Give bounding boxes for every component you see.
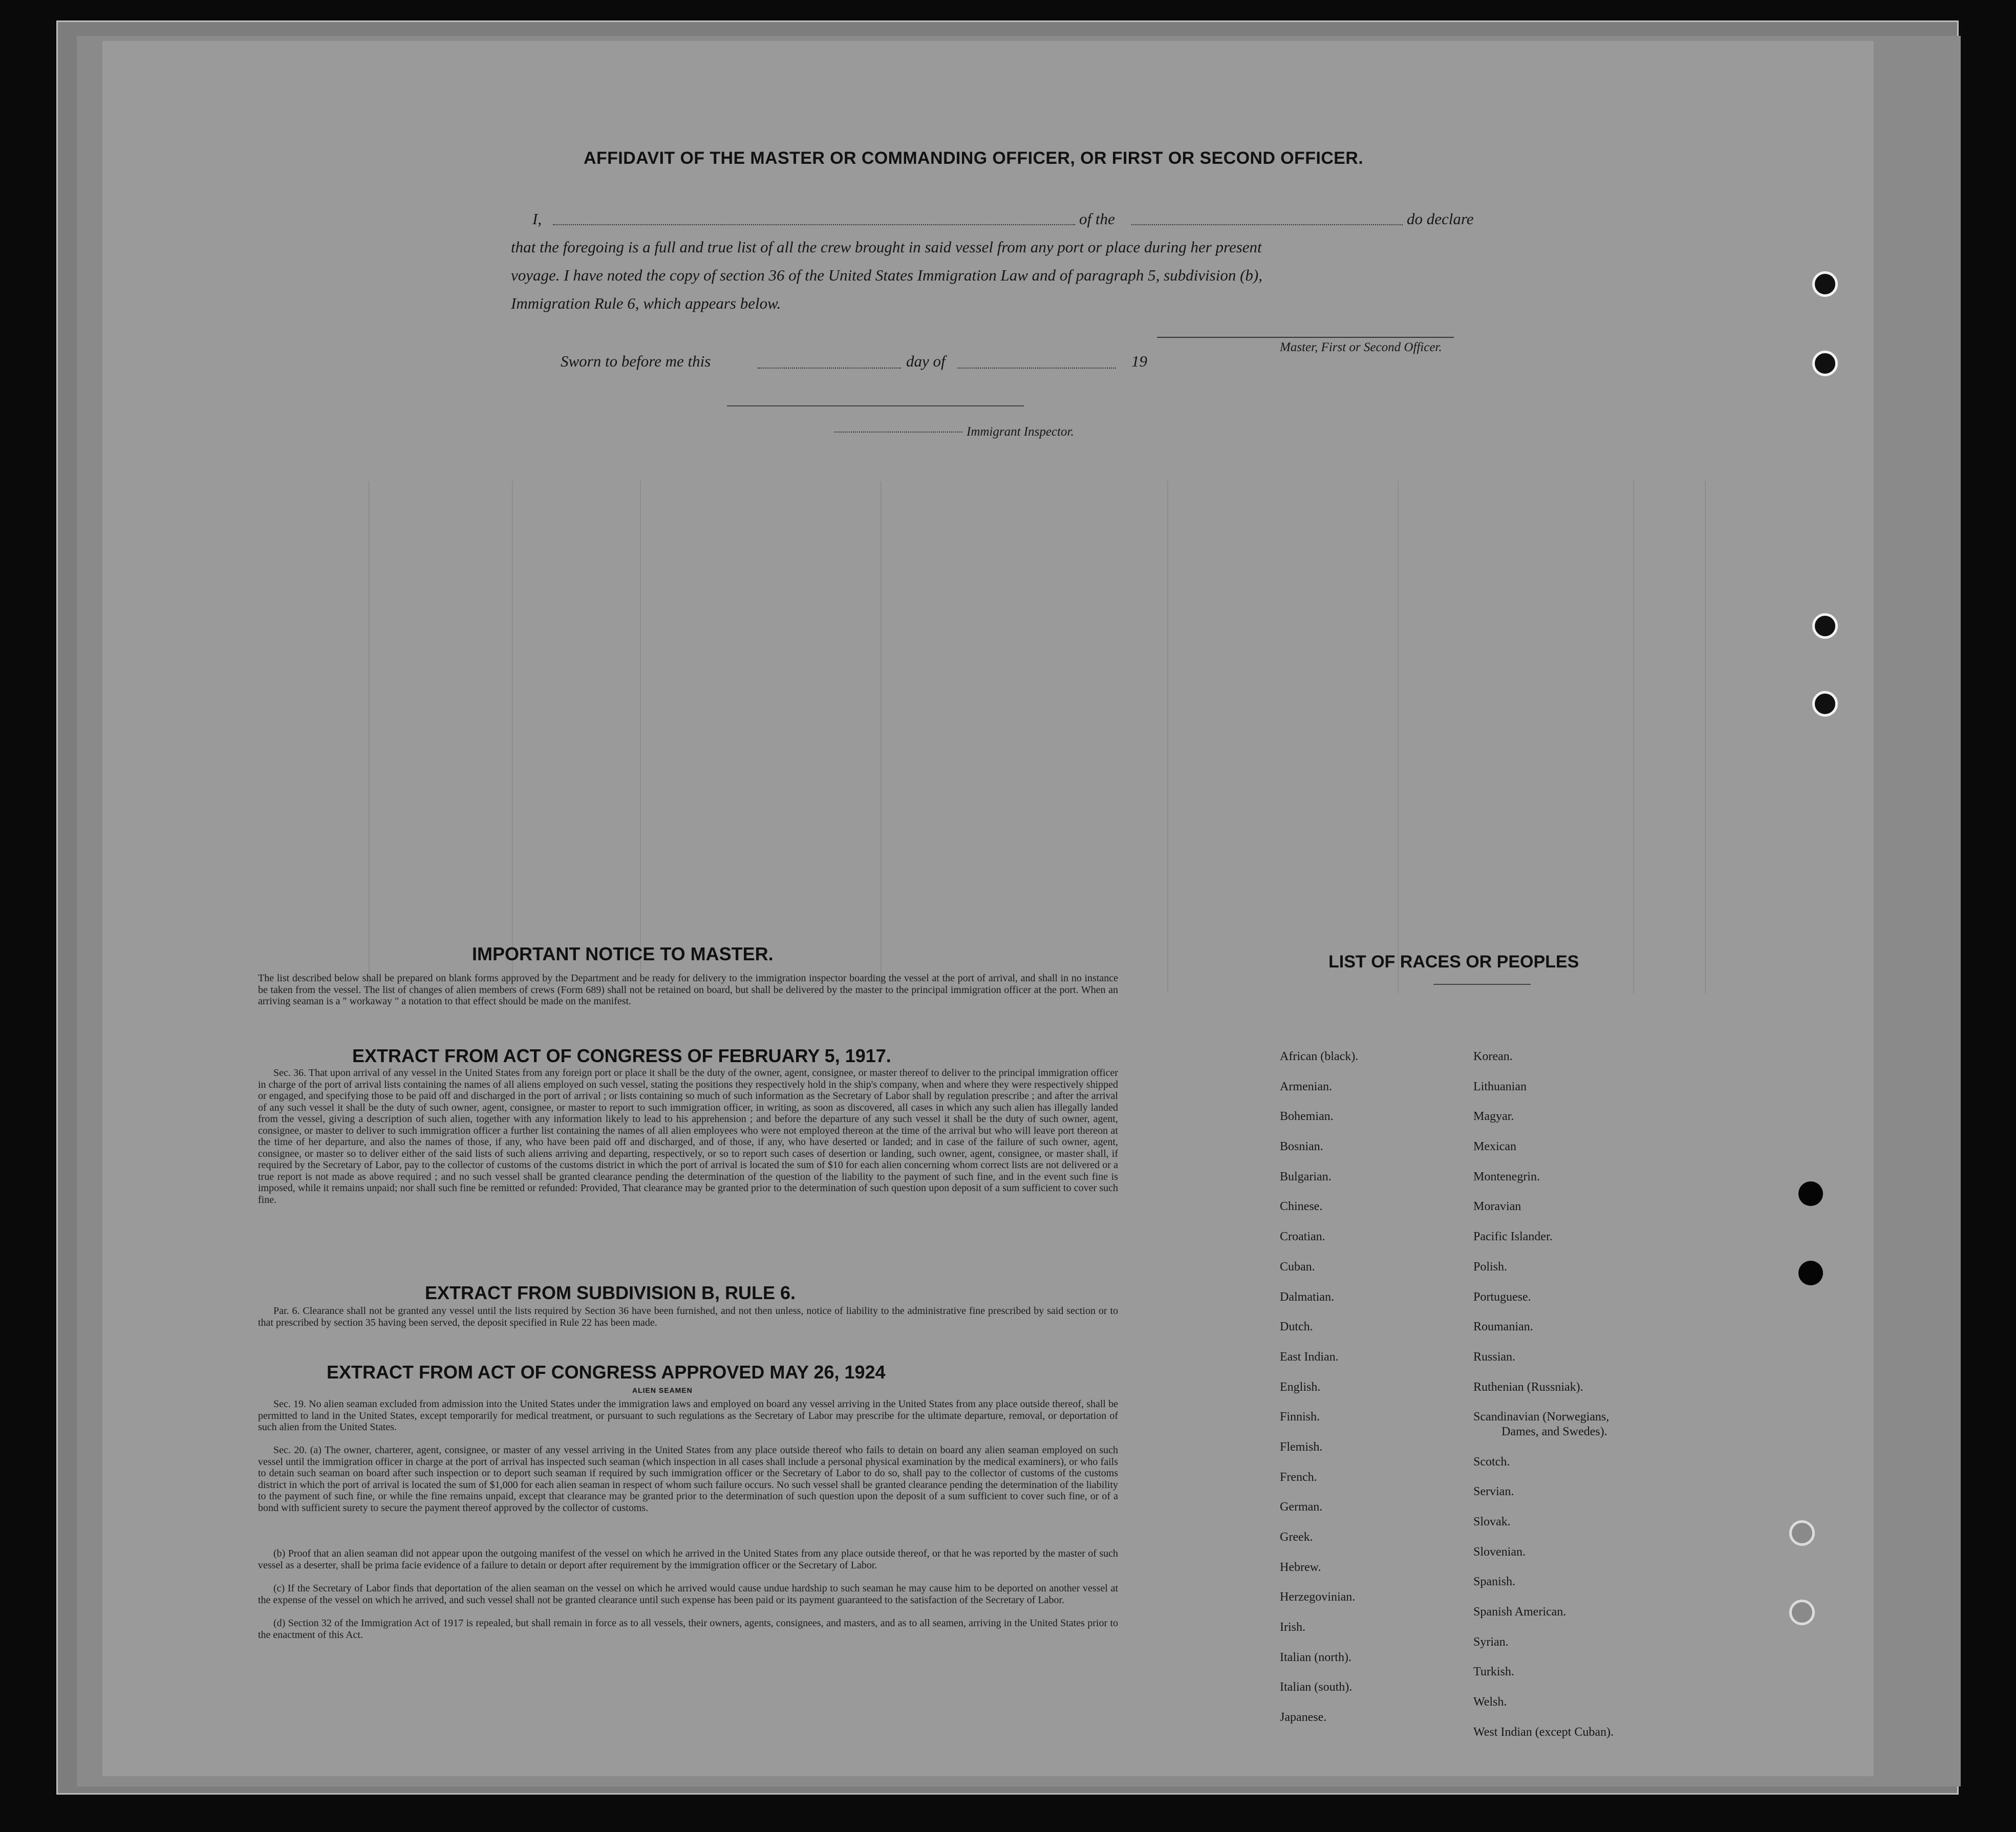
race-entry: Ruthenian (Russniak).	[1473, 1380, 1583, 1394]
extract-1917-body: Sec. 36. That upon arrival of any vessel in the United States from any foreign port or place it shall be the duty of the owner, agent, consignee, or master thereof to deliver to the principal immigration officer in charge of the port of arrival lists containing the names of all aliens employed on such vessel, stating the positions they respectively hold in the ship's company, when and where they were respectively shipped or engaged, and specifying those to be paid off and discharged in the port of arrival ; or lists containing so much of such information as the Secretary of Labor shall by regulation prescribe ; and after the arrival of any such vessel it shall be the duty of such owner, agent, consignee, or master to report to such immigration officer, in writing, as soon as discovered, all cases in which any such alien has illegally landed from the vessel, giving a description of such alien, together with any information likely to lead to his apprehension ; and before the departure of any such vessel it shall be the duty of such owner, agent, consignee, or master to deliver to such immigration officer a further list containing the names of all alien employees who were not employed thereon at the time of the arrival but who will leave port thereon at the time of her departure, and also the names of those, if any, who have been paid off and discharged, and of those, if any, who have deserted or landed; and in case of the failure of such owner, agent, consignee, or master so to deliver either of the said lists of such aliens arriving and departing, respectively, or so to report such cases of desertion or landing, such owner, agent, consignee, or master shall, if required by the Secretary of Labor, pay to the collector of customs of the customs district in which the port of arrival is located the sum of $10 for each alien concerning whom correct lists are not delivered or a true report is not made as above required ; and no such vessel shall be granted clearance pending the determination of the question of the liability to the payment of such fine, and in the event such fine is imposed, while it remains unpaid; nor shall such fine be remitted or refunded: Provided, That clearance may be granted prior to the determination of such question upon deposit of a sum sufficient to cover such fine.	[258, 1067, 1118, 1205]
binder-hole	[1812, 271, 1838, 297]
affidavit-paragraph-line2: that the foregoing is a full and true list of all the crew brought in said vessel from any port or place during her present	[511, 238, 1262, 256]
extract-rule6-body: Par. 6. Clearance shall not be granted any vessel until the lists required by Section 36 have been furnished, and not then unless, notice of liability to the administrative fine prescribed by said section or to that prescribed by section 35 having been served, the deposit specified in Rule 22 has been made.	[258, 1305, 1118, 1328]
affidavit-line1-declare: do declare	[1407, 210, 1474, 228]
races-right-column	[1473, 1042, 1614, 1748]
race-entry: Slovenian.	[1473, 1545, 1526, 1559]
race-entry: Croatian.	[1280, 1230, 1325, 1244]
race-entry: West Indian (except Cuban).	[1473, 1725, 1614, 1739]
inspector-dotted-line	[834, 432, 962, 433]
bleed-rule	[1705, 481, 1706, 993]
binder-hole	[1812, 691, 1838, 717]
notice-title: IMPORTANT NOTICE TO MASTER.	[472, 943, 774, 964]
race-entry: French.	[1280, 1470, 1317, 1484]
inspector-signature-line	[727, 405, 1024, 406]
binder-hole	[1812, 613, 1838, 639]
race-entry: Lithuanian	[1473, 1080, 1527, 1093]
binder-hole	[1789, 1600, 1815, 1625]
punch-dot	[1798, 1181, 1823, 1206]
race-entry: Korean.	[1473, 1050, 1513, 1063]
extract-1924-sec20c: (c) If the Secretary of Labor finds that deportation of the alien seaman on the vessel on which he arrived would cause undue hardship to such seaman he may cause him to be deported on another vessel at the expense of the vessel on which he arrived, and such vessel shall not be granted clearance until such expense has been paid or its payment guaranteed to the satisfaction of the Secretary of Labor.	[258, 1583, 1118, 1606]
race-entry: Hebrew.	[1280, 1560, 1321, 1574]
race-entry: Bohemian.	[1280, 1110, 1334, 1124]
race-entry: Magyar.	[1473, 1110, 1514, 1124]
extract-1924-sec20b: (b) Proof that an alien seaman did not appear upon the outgoing manifest of the vessel on which he arrived in the United States from any place outside thereof, or that he was reported by the master of such vessel as a deserter, shall be prima facie evidence of a failure to detain or deport after requirement by the immigration officer or the Secretary of Labor.	[258, 1548, 1118, 1571]
extract-1924-sec20d: (d) Section 32 of the Immigration Act of 1917 is repealed, but shall remain in force as to all vessels, their owners, agents, consignees, and masters, and as to all seamen, arriving in the United States prior to the enactment of this Act.	[258, 1618, 1118, 1641]
race-entry: English.	[1280, 1380, 1321, 1394]
punch-dot	[1798, 1261, 1823, 1285]
race-entry: Irish.	[1280, 1621, 1305, 1634]
bleed-rule	[640, 481, 641, 993]
race-entry: Moravian	[1473, 1200, 1521, 1214]
extract-1924-title: EXTRACT FROM ACT OF CONGRESS APPROVED MAY 26, 1924	[327, 1362, 886, 1383]
race-entry: German.	[1280, 1500, 1323, 1514]
race-entry: Montenegrin.	[1473, 1170, 1540, 1183]
race-entry: East Indian.	[1280, 1350, 1339, 1364]
race-entry: Bulgarian.	[1280, 1170, 1332, 1183]
binder-hole	[1812, 351, 1838, 376]
races-title: LIST OF RACES OR PEOPLES	[1328, 952, 1579, 972]
race-entry: Dames, and Swedes).	[1502, 1425, 1607, 1438]
race-entry: Slovak.	[1473, 1515, 1511, 1528]
document-page	[102, 41, 1874, 1776]
extract-1924-subtitle: ALIEN SEAMEN	[632, 1386, 693, 1394]
bleed-rule	[1633, 481, 1634, 993]
race-entry: Greek.	[1280, 1531, 1313, 1544]
year-prefix: 19	[1131, 352, 1147, 370]
race-entry: Spanish.	[1473, 1575, 1516, 1589]
race-entry: Welsh.	[1473, 1695, 1507, 1709]
bleed-rule	[512, 481, 513, 993]
bleed-rule	[1398, 481, 1399, 993]
race-entry: Chinese.	[1280, 1200, 1323, 1214]
affidavit-paragraph-line4: Immigration Rule 6, which appears below.	[511, 294, 781, 312]
race-entry: Cuban.	[1280, 1260, 1315, 1274]
master-signature-line	[1157, 337, 1454, 338]
inspector-label: Immigrant Inspector.	[967, 425, 1074, 439]
race-entry: Syrian.	[1473, 1635, 1509, 1649]
race-entry: Mexican	[1473, 1140, 1516, 1154]
binder-hole	[1789, 1520, 1815, 1546]
race-entry: Portuguese.	[1473, 1290, 1531, 1304]
races-title-underline	[1433, 984, 1531, 985]
race-entry: Turkish.	[1473, 1665, 1514, 1679]
race-entry: Dutch.	[1280, 1320, 1313, 1334]
bleed-rule	[1167, 481, 1168, 993]
affidavit-line1-of: of the	[1079, 210, 1115, 228]
name-blank	[553, 224, 1075, 225]
race-entry: Japanese.	[1280, 1711, 1327, 1725]
race-entry: Herzegovinian.	[1280, 1590, 1356, 1604]
race-entry: Scandinavian (Norwegians,	[1473, 1410, 1610, 1424]
extract-1924-sec19: Sec. 19. No alien seaman excluded from admission into the United States under the immigration laws and employed on board any vessel arriving in the United States from any place outside thereof, shall be permitted to land in the United States, except temporarily for medical treatment, or pursuant to such regulations as the Secretary of Labor may prescribe for the ultimate departure, removal, or deportation of such alien from the United States.	[258, 1398, 1118, 1433]
race-entry: Finnish.	[1280, 1410, 1320, 1424]
day-of-text: day of	[906, 352, 946, 370]
race-entry: Bosnian.	[1280, 1140, 1323, 1154]
extract-1924-sec20a: Sec. 20. (a) The owner, charterer, agent, consignee, or master of any vessel arriving in the United States from any place outside thereof who fails to detain on board any alien seaman employed on such vessel until the immigration officer in charge at the port of arrival has inspected such seaman (which inspection in all cases shall include a personal physical examination by the medical examiners), or who fails to detain such seaman on board after such inspection or to deport such seaman if required by such immigration officer or the Secretary of Labor to do so, shall pay to the collector of customs of the customs district in which the port of arrival is located the sum of $1,000 for each alien seaman in respect of whom such failure occurs. No such vessel shall be granted clearance pending the determination of the liability to the payment of such fine, or while the fine remains unpaid, except that clearance may be granted prior to the determination of such question upon the deposit of a sum sufficient to cover such fine, or of a bond with sufficient surety to secure the payment thereof approved by the collector of customs.	[258, 1445, 1118, 1514]
bleed-rule	[369, 481, 370, 993]
race-entry: Armenian.	[1280, 1080, 1332, 1093]
race-entry: Scotch.	[1473, 1455, 1510, 1469]
race-entry: Italian (south).	[1280, 1680, 1353, 1694]
race-entry: Servian.	[1473, 1485, 1514, 1499]
race-entry: Italian (north).	[1280, 1650, 1352, 1664]
bleed-rule	[881, 481, 882, 993]
race-entry: Flemish.	[1280, 1440, 1323, 1454]
extract-1917-title: EXTRACT FROM ACT OF CONGRESS OF FEBRUARY 5, 1917.	[352, 1045, 891, 1066]
races-left-column	[1280, 1042, 1358, 1733]
vessel-blank	[1131, 224, 1403, 225]
extract-rule6-title: EXTRACT FROM SUBDIVISION B, RULE 6.	[425, 1282, 796, 1303]
race-entry: Pacific Islander.	[1473, 1230, 1553, 1244]
race-entry: Roumanian.	[1473, 1320, 1533, 1334]
affidavit-paragraph-line3: voyage. I have noted the copy of section 36 of the United States Immigration Law and of paragraph 5, subdivision (b),	[511, 266, 1262, 284]
race-entry: African (black).	[1280, 1050, 1359, 1063]
affidavit-line1-i: I,	[532, 210, 542, 228]
notice-body: The list described below shall be prepared on blank forms approved by the Department and be ready for delivery to the immigration inspector boarding the vessel at the port of arrival, and shall in no instance be taken from the vessel. The list of changes of alien members of crews (Form 689) shall not be retained on board, but shall be delivered by the master to the principal immigration officer at the port. When an arriving seaman is a " workaway " a notation to that effect should be made on the manifest.	[258, 973, 1118, 1007]
race-entry: Dalmatian.	[1280, 1290, 1334, 1304]
sworn-day-blank	[758, 368, 901, 369]
sworn-text: Sworn to before me this	[561, 352, 711, 370]
affidavit-title: AFFIDAVIT OF THE MASTER OR COMMANDING OFFICER, OR FIRST OR SECOND OFFICER.	[584, 148, 1364, 168]
race-entry: Polish.	[1473, 1260, 1508, 1274]
month-blank	[957, 368, 1116, 369]
master-label: Master, First or Second Officer.	[1280, 340, 1442, 354]
race-entry: Russian.	[1473, 1350, 1516, 1364]
race-entry: Spanish American.	[1473, 1605, 1567, 1619]
